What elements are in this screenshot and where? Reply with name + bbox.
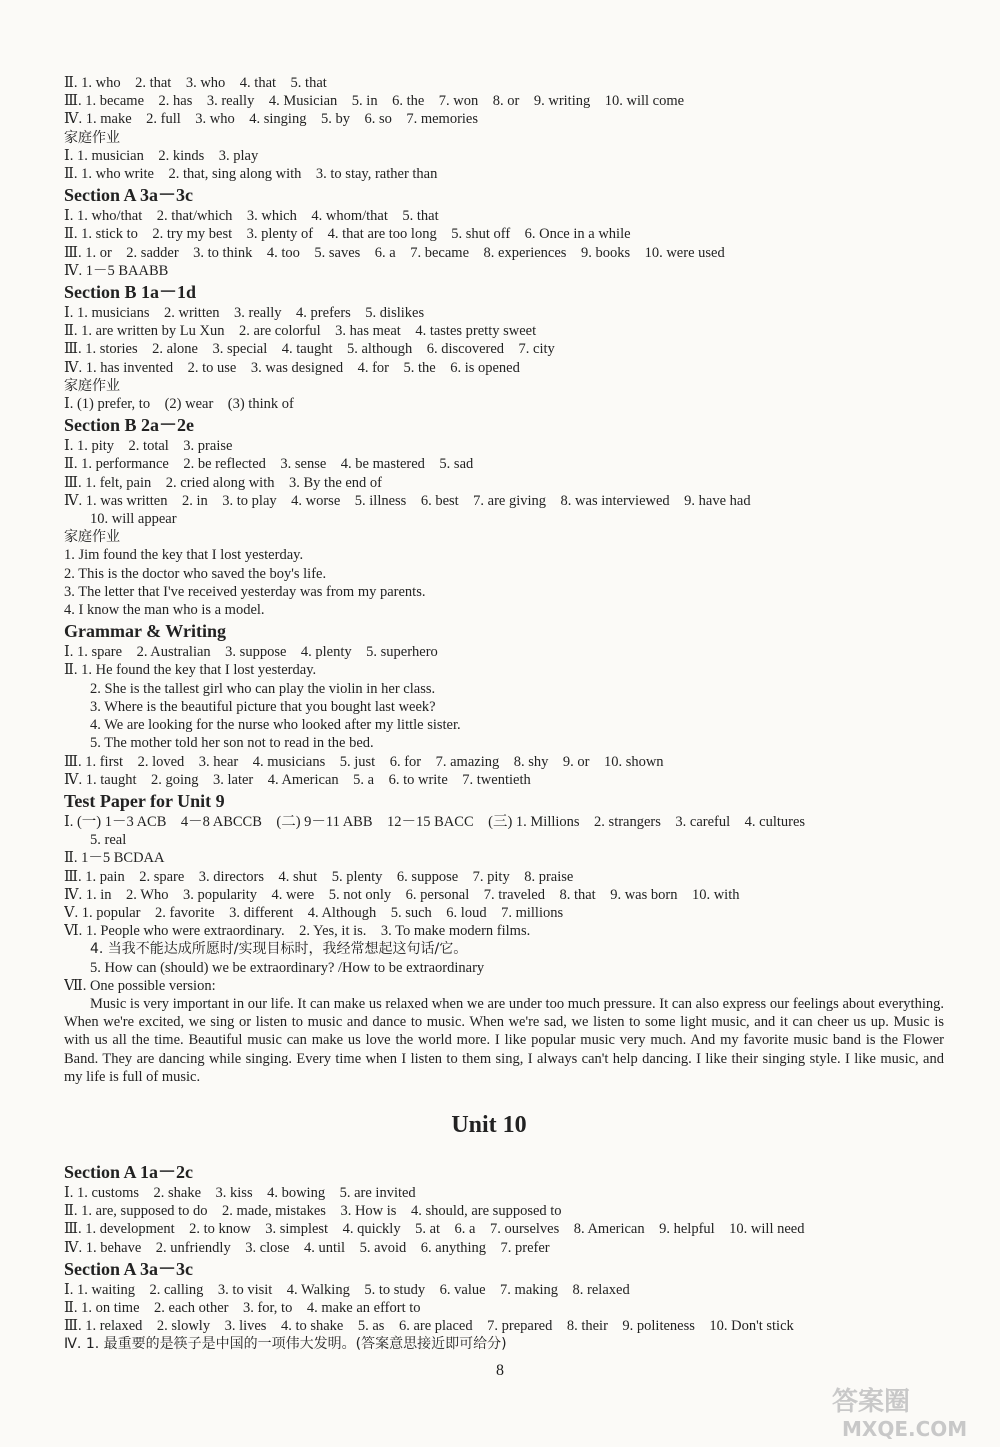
- answer-line: Ⅱ. 1. He found the key that I lost yesterday.: [64, 662, 317, 679]
- answer-line: 3. The letter that I've received yesterday was from my parents.: [64, 583, 426, 600]
- section-heading: Section A 1a－2c: [64, 1161, 193, 1182]
- answer-line: 10. will appear: [90, 511, 177, 528]
- answer-line: Ⅳ. 1. 最重要的是筷子是中国的一项伟大发明。(答案意思接近即可给分): [64, 1336, 507, 1353]
- answer-line: Ⅳ. 1. behave 2. unfriendly 3. close 4. until 5. avoid 6. anything 7. prefer: [64, 1239, 550, 1256]
- answer-line: Ⅱ. 1. stick to 2. try my best 3. plenty of 4. that are too long 5. shut off 6. Once in a while: [64, 226, 631, 243]
- answer-line: 3. Where is the beautiful picture that you bought last week?: [90, 698, 436, 715]
- section-heading: Section B 1a－1d: [64, 282, 197, 303]
- answer-line: Ⅰ. (1) prefer, to (2) wear (3) think of: [64, 396, 294, 413]
- answer-line: Ⅳ. 1. taught 2. going 3. later 4. American 5. a 6. to write 7. twentieth: [64, 771, 531, 788]
- section-heading: Section B 2a－2e: [64, 415, 194, 436]
- answer-line: Ⅰ. 1. customs 2. shake 3. kiss 4. bowing 5. are invited: [64, 1184, 416, 1201]
- watermark-logo: [824, 1380, 994, 1442]
- answer-line: Ⅰ. (一) 1－3 ACB 4－8 ABCCB (二) 9－11 ABB 12－15 BACC (三) 1. Millions 2. strangers 3. careful 4. cultures: [64, 813, 806, 830]
- answer-line: Ⅲ. 1. development 2. to know 3. simplest 4. quickly 5. at 6. a 7. ourselves 8. American 9. helpful 10. will need: [64, 1221, 805, 1238]
- answer-line: Ⅵ. 1. People who were extraordinary. 2. Yes, it is. 3. To make modern films.: [64, 923, 531, 940]
- top-answers: [64, 74, 954, 1086]
- answer-line: 4. We are looking for the nurse who looked after my little sister.: [90, 717, 461, 734]
- answer-line: Ⅲ. 1. stories 2. alone 3. special 4. taught 5. although 6. discovered 7. city: [64, 341, 555, 358]
- answer-line: Ⅳ. 1. make 2. full 3. who 4. singing 5. by 6. so 7. memories: [64, 111, 479, 128]
- answer-line: 5. How can (should) we be extraordinary? /How to be extraordinary: [90, 959, 485, 976]
- answer-line: Ⅱ. 1－5 BCDAA: [64, 850, 165, 867]
- homework-label: 家庭作业: [64, 129, 120, 146]
- answer-line: Ⅱ. 1. on time 2. each other 3. for, to 4. make an effort to: [64, 1299, 421, 1316]
- answer-line: Ⅰ. 1. musician 2. kinds 3. play: [64, 147, 259, 164]
- answer-line: 1. Jim found the key that I lost yesterday.: [64, 547, 304, 564]
- answer-line: Ⅱ. 1. performance 2. be reflected 3. sense 4. be mastered 5. sad: [64, 456, 474, 473]
- bottom-answers: [64, 1160, 954, 1354]
- answer-line: Ⅰ. 1. pity 2. total 3. praise: [64, 438, 233, 455]
- section-heading: Section A 3a－3c: [64, 185, 193, 206]
- answer-line: 5. The mother told her son not to read in the bed.: [90, 735, 374, 752]
- answer-line: Ⅲ. 1. first 2. loved 3. hear 4. musicians 5. just 6. for 7. amazing 8. shy 9. or 10. shown: [64, 753, 664, 770]
- answer-line: Ⅱ. 1. are, supposed to do 2. made, mistakes 3. How is 4. should, are supposed to: [64, 1203, 562, 1220]
- answer-line: Ⅰ. 1. spare 2. Australian 3. suppose 4. plenty 5. superhero: [64, 644, 438, 661]
- answer-line: Ⅰ. 1. musicians 2. written 3. really 4. prefers 5. dislikes: [64, 305, 425, 322]
- answer-line: Ⅳ. 1. was written 2. in 3. to play 4. worse 5. illness 6. best 7. are giving 8. was interviewed 9. have had: [64, 492, 751, 509]
- answer-line: Ⅳ. 1. has invented 2. to use 3. was designed 4. for 5. the 6. is opened: [64, 359, 520, 376]
- answer-page: [64, 74, 954, 1354]
- answer-line: 5. real: [90, 832, 127, 849]
- answer-line: Ⅳ. 1. in 2. Who 3. popularity 4. were 5. not only 6. personal 7. traveled 8. that 9. was born 10. with: [64, 886, 740, 903]
- answer-line: Ⅲ. 1. pain 2. spare 3. directors 4. shut 5. plenty 6. suppose 7. pity 8. praise: [64, 868, 574, 885]
- answer-line: 4. I know the man who is a model.: [64, 602, 265, 619]
- answer-line: Ⅱ. 1. who 2. that 3. who 4. that 5. that: [64, 75, 327, 91]
- answer-line: Ⅳ. 1－5 BAABB: [64, 262, 169, 279]
- section-heading: Grammar & Writing: [64, 621, 226, 642]
- answer-line: Ⅲ. 1. or 2. sadder 3. to think 4. too 5. saves 6. a 7. became 8. experiences 9. books 10. were used: [64, 244, 725, 261]
- section-heading: Test Paper for Unit 9: [64, 790, 225, 811]
- answer-line: Ⅰ. 1. who/that 2. that/which 3. which 4. whom/that 5. that: [64, 208, 439, 225]
- answer-line: Ⅴ. 1. popular 2. favorite 3. different 4. Although 5. such 6. loud 7. millions: [64, 904, 564, 921]
- unit-title: Unit 10: [451, 1111, 527, 1138]
- answer-line: Ⅲ. 1. became 2. has 3. really 4. Musician 5. in 6. the 7. won 8. or 9. writing 10. will come: [64, 93, 685, 110]
- section-heading: Section A 3a－3c: [64, 1258, 193, 1279]
- answer-line: 2. She is the tallest girl who can play the violin in her class.: [90, 680, 436, 697]
- watermark-glyphs: 答案圈: [832, 1387, 911, 1417]
- answer-line: Ⅱ. 1. are written by Lu Xun 2. are colorful 3. has meat 4. tastes pretty sweet: [64, 323, 537, 340]
- answer-line: Ⅲ. 1. felt, pain 2. cried along with 3. By the end of: [64, 474, 383, 491]
- homework-label: 家庭作业: [64, 529, 120, 546]
- watermark-domain: MXQE.COM: [842, 1417, 968, 1441]
- essay-paragraph: Music is very important in our life. It can make us relaxed when we are under too much pressure. It can also express our feelings about everything. When we're excited, we sing or listen to music and dance to music. When we're sad, we listen to some light music, and it can cheer us up. Music is with us all the time. Beautiful music can make us love the world more. I like popular music very much. And my favorite music band is the Flower Band. They are dancing while singing. Every time when I listen to them sing, I always can't help dancing. I like their singing style. I like music, and my life is full of music.: [64, 995, 944, 1085]
- answer-line: 2. This is the doctor who saved the boy's life.: [64, 565, 327, 582]
- answer-line: Ⅱ. 1. who write 2. that, sing along with 3. to stay, rather than: [64, 166, 438, 183]
- answer-line: 4. 当我不能达成所愿时/实现目标时，我经常想起这句话/它。: [90, 941, 468, 958]
- answer-line: Ⅰ. 1. waiting 2. calling 3. to visit 4. Walking 5. to study 6. value 7. making 8. relaxed: [64, 1281, 630, 1298]
- page-number: 8: [496, 1362, 504, 1379]
- answer-line: Ⅲ. 1. relaxed 2. slowly 3. lives 4. to shake 5. as 6. are placed 7. prepared 8. their 9. politeness 10. Don't stick: [64, 1318, 794, 1335]
- homework-label: 家庭作业: [64, 377, 120, 394]
- answer-line: Ⅶ. One possible version:: [64, 977, 216, 994]
